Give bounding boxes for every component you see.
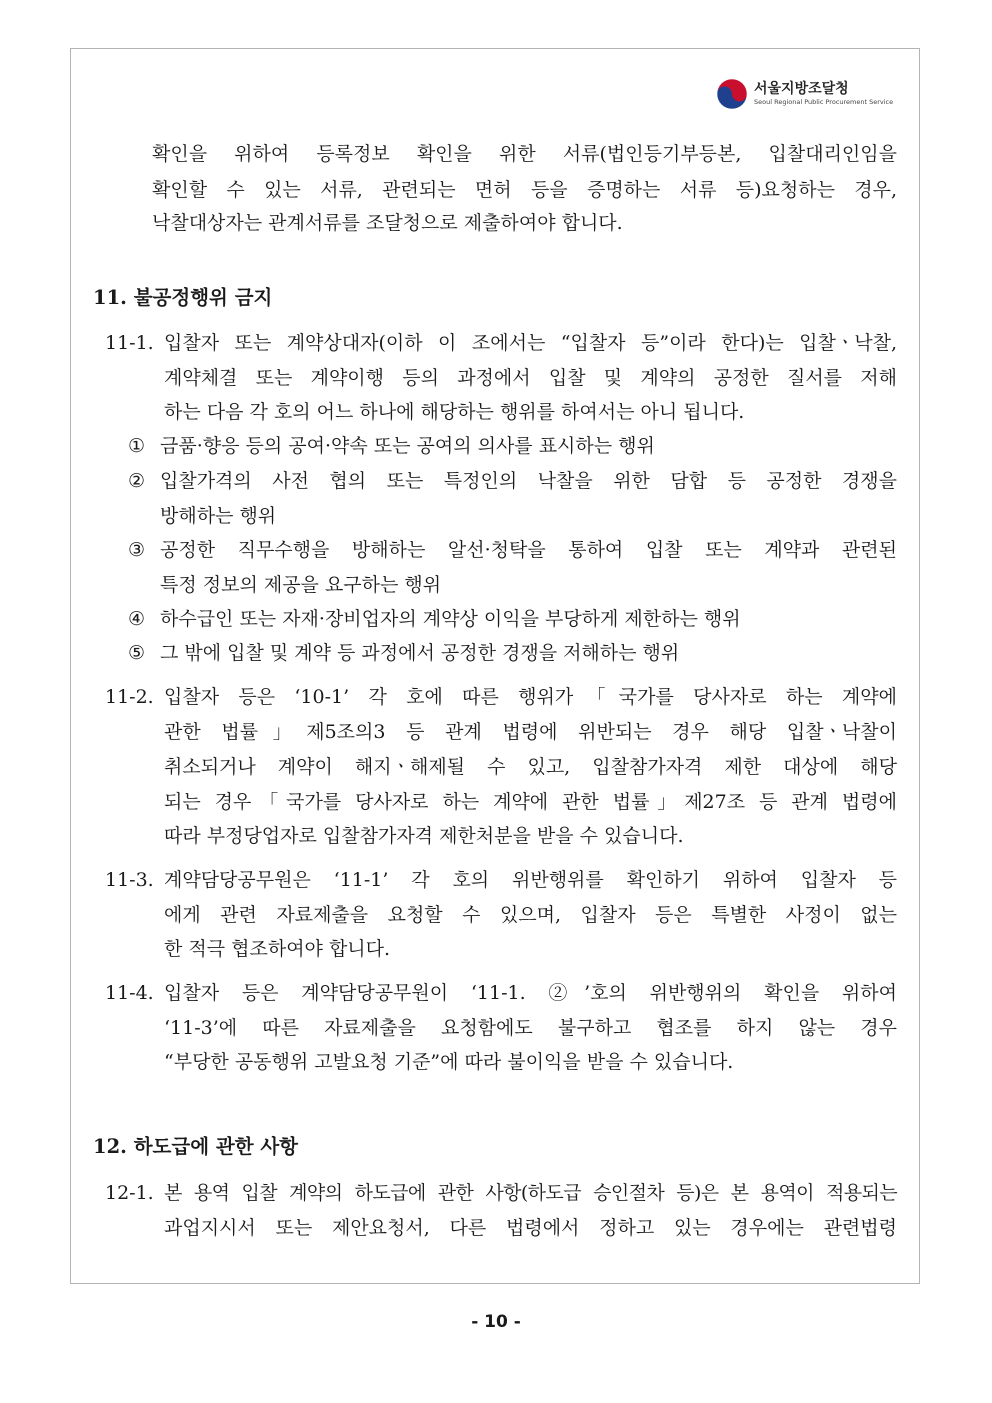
text-line: 과업지시서 또는 제안요청서, 다른 법령에서 정하고 있는 경우에는 관련법령 bbox=[164, 1217, 897, 1239]
item-marker: ① bbox=[128, 435, 146, 457]
org-name-english: Seoul Regional Public Procurement Service bbox=[754, 98, 894, 106]
text-line: 하수급인 또는 자재·장비업자의 계약상 이익을 부당하게 제한하는 행위 bbox=[160, 608, 741, 630]
text-line: “부당한 공동행위 고발요청 기준”에 따라 불이익을 받을 수 있습니다. bbox=[164, 1051, 734, 1073]
text-line: 계약체결 또는 계약이행 등의 과정에서 입찰 및 계약의 공정한 질서를 저해 bbox=[164, 367, 897, 389]
text-line: 입찰자 또는 계약상대자(이하 이 조에서는 “입찰자 등”이라 한다)는 입찰ㆍ낙찰, bbox=[164, 332, 897, 354]
text-line: 입찰자 등은 계약담당공무원이 ‘11-1. ②’호의 위반행위의 확인을 위하여 bbox=[164, 982, 897, 1004]
text-line: 입찰가격의 사전 협의 또는 특정인의 낙찰을 위한 담합 등 공정한 경쟁을 bbox=[160, 470, 897, 492]
section-heading-12: 12. 하도급에 관한 사항 bbox=[93, 1135, 298, 1158]
text-line: 금품·향응 등의 공여·약속 또는 공여의 의사를 표시하는 행위 bbox=[160, 435, 655, 457]
item-marker: ③ bbox=[128, 539, 146, 561]
text-line: 확인할 수 있는 서류, 관련되는 면허 등을 증명하는 서류 등)요청하는 경우, bbox=[152, 179, 897, 201]
clause-number: 11-2. bbox=[105, 686, 154, 708]
text-line: 되는 경우「국가를 당사자로 하는 계약에 관한 법률」제27조 등 관계 법령에 bbox=[164, 791, 897, 813]
text-line: 특정 정보의 제공을 요구하는 행위 bbox=[160, 574, 442, 596]
text-line: 입찰자 등은 ‘10-1’ 각 호에 따른 행위가「국가를 당사자로 하는 계약에 bbox=[164, 686, 897, 708]
header-logo bbox=[716, 76, 906, 112]
clause-number: 11-4. bbox=[105, 982, 154, 1004]
text-line: 계약담당공무원은 ‘11-1’ 각 호의 위반행위를 확인하기 위하여 입찰자 등 bbox=[164, 869, 897, 891]
text-line: 한 적극 협조하여야 합니다. bbox=[164, 938, 391, 960]
text-line: 그 밖에 입찰 및 계약 등 과정에서 공정한 경쟁을 저해하는 행위 bbox=[160, 642, 680, 664]
item-marker: ② bbox=[128, 470, 146, 492]
text-line: 하는 다음 각 호의 어느 하나에 해당하는 행위를 하여서는 아니 됩니다. bbox=[164, 401, 745, 423]
text-line: 따라 부정당업자로 입찰참가자격 제한처분을 받을 수 있습니다. bbox=[164, 825, 684, 847]
org-name-korean: 서울지방조달청 bbox=[754, 81, 849, 97]
text-line: ‘11-3’에 따른 자료제출을 요청함에도 불구하고 협조를 하지 않는 경우 bbox=[164, 1017, 897, 1039]
text-line: 낙찰대상자는 관계서류를 조달청으로 제출하여야 합니다. bbox=[152, 212, 623, 234]
section-heading-11: 11. 불공정행위 금지 bbox=[93, 286, 273, 309]
clause-number: 11-1. bbox=[105, 332, 154, 354]
text-line: 방해하는 행위 bbox=[160, 505, 277, 527]
text-line: 본 용역 입찰 계약의 하도급에 관한 사항(하도급 승인절차 등)은 본 용역이 적용되는 bbox=[164, 1182, 897, 1204]
page-number: - 10 - bbox=[471, 1312, 521, 1332]
text-line: 공정한 직무수행을 방해하는 알선·청탁을 통하여 입찰 또는 계약과 관련된 bbox=[160, 539, 897, 561]
text-line: 관한 법률」제5조의3 등 관계 법령에 위반되는 경우 해당 입찰ㆍ낙찰이 bbox=[164, 721, 897, 743]
text-line: 에게 관련 자료제출을 요청할 수 있으며, 입찰자 등은 특별한 사정이 없는 bbox=[164, 904, 897, 926]
clause-number: 12-1. bbox=[105, 1182, 154, 1204]
taegeuk-emblem-icon bbox=[716, 78, 748, 110]
item-marker: ⑤ bbox=[128, 642, 146, 664]
text-line: 확인을 위하여 등록정보 확인을 위한 서류(법인등기부등본, 입찰대리인임을 bbox=[152, 143, 897, 165]
text-line: 취소되거나 계약이 해지ㆍ해제될 수 있고, 입찰참가자격 제한 대상에 해당 bbox=[164, 756, 897, 778]
clause-number: 11-3. bbox=[105, 869, 154, 891]
item-marker: ④ bbox=[128, 608, 146, 630]
